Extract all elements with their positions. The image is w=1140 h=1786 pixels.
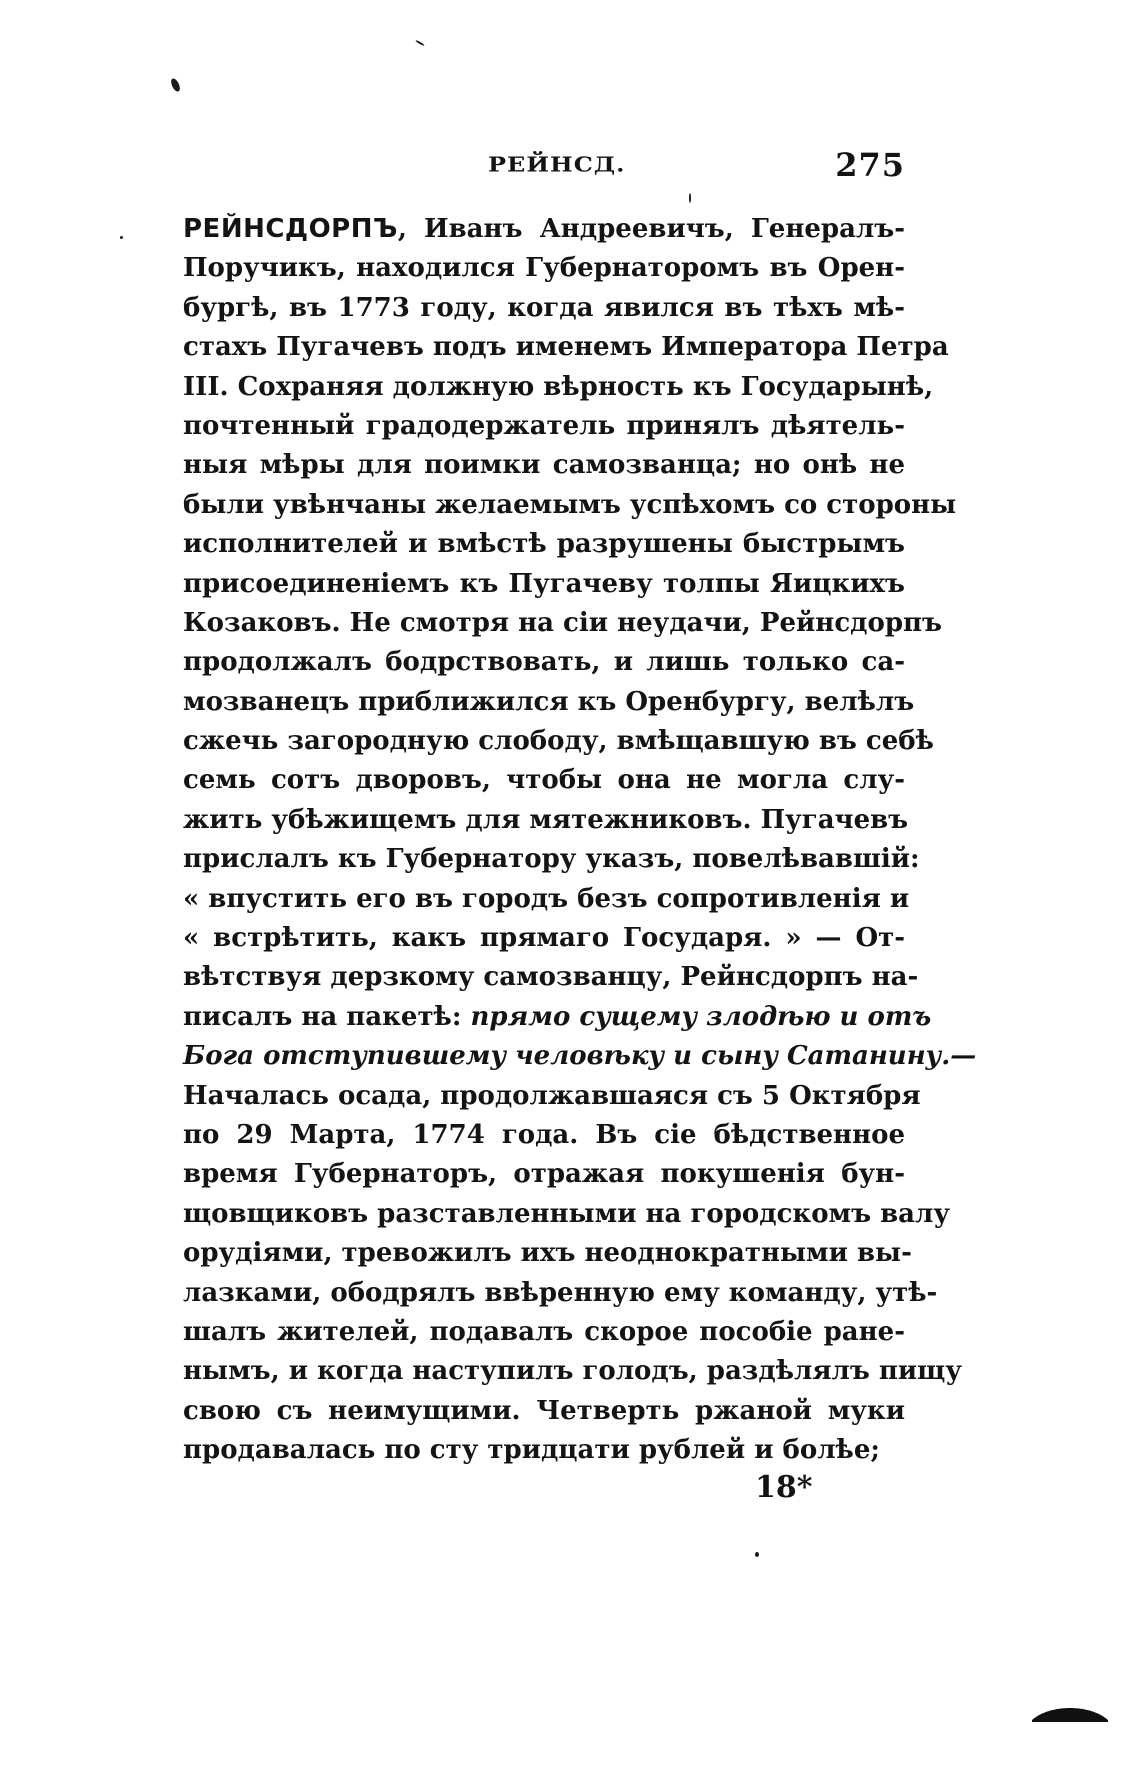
text-line: стахъ Пугачевъ подъ именемъ Императора Петра: [183, 332, 949, 363]
mixed-line-prefix: писалъ на пакетѣ:: [183, 1001, 471, 1032]
scan-speck: [415, 40, 425, 47]
text-line-mixed: [183, 998, 932, 1037]
text-line: семь сотъ дворовъ, чтобы она не могла слу-: [183, 765, 905, 796]
ornament-icon: [1030, 1700, 1110, 1724]
text-line: свою съ неимущими. Четверть ржаной муки: [183, 1395, 905, 1426]
text-line: лазками, ободрялъ ввѣренную ему команду, утѣ-: [183, 1277, 938, 1308]
text-line: были увѣнчаны желаемымъ успѣхомъ со стороны: [183, 489, 957, 520]
quoted-inscription-end: Бога отступившему человѣку и сыну Сатанину.—: [183, 1041, 977, 1072]
text-line: почтенный градодержатель принялъ дѣятель-: [183, 410, 905, 441]
text-line: исполнителей и вмѣстѣ разрушены быстрымъ: [183, 529, 905, 560]
text-line: по 29 Марта, 1774 года. Въ сiе бѣдственное: [183, 1119, 905, 1150]
text-line: присоединенiемъ къ Пугачеву толпы Яицкихъ: [183, 568, 905, 599]
text-line: ныя мѣры для поимки самозванца; но онѣ не: [183, 450, 905, 481]
text-line: Началась осада, продолжавшаяся съ 5 Октября: [183, 1080, 921, 1111]
text-line-last: продавалась по сту тридцати рублей и болѣе;: [183, 1435, 880, 1466]
article-text: [183, 210, 977, 1471]
scan-speck: [120, 236, 123, 239]
scan-speck: [169, 77, 181, 93]
text-line: щовщиковъ разставленными на городскомъ валу: [183, 1198, 950, 1229]
page-header: [185, 146, 905, 190]
text-line: жить убѣжищемъ для мятежниковъ. Пугачевъ: [183, 804, 909, 835]
running-head: РЕЙНСД.: [488, 152, 626, 177]
text-line: время Губернаторъ, отражая покушенiя бун-: [183, 1159, 905, 1190]
text-line: III. Сохраняя должную вѣрность къ Государынѣ,: [183, 371, 934, 402]
scan-speck: [689, 193, 691, 203]
text-line: сжечь загородную слободу, вмѣщавшую въ себѣ: [183, 726, 934, 757]
printer-signature-mark: 18*: [755, 1470, 813, 1505]
text-line: орудiями, тревожилъ ихъ неоднократными вы-: [183, 1238, 912, 1269]
text-line: бургѣ, въ 1773 году, когда явился въ тѣхъ мѣ-: [183, 292, 905, 323]
first-line-rest: , Иванъ Андреевичъ, Генералъ-: [397, 214, 905, 244]
text-line: шалъ жителей, подавалъ скорое пособiе ране-: [183, 1316, 905, 1347]
text-line: Козаковъ. Не смотря на сiи неудачи, Рейнсдорпъ: [183, 607, 942, 638]
scan-speck: [755, 1552, 759, 1557]
page-number: 275: [835, 146, 905, 184]
text-line: Поручикъ, находился Губернаторомъ въ Орен-: [183, 253, 905, 284]
text-line: мозванецъ приближился къ Оренбургу, велѣлъ: [183, 686, 915, 717]
text-line: « встрѣтить, какъ прямаго Государя. » — От-: [183, 923, 905, 954]
text-line: прислалъ къ Губернатору указъ, повелѣвавшiй:: [183, 844, 920, 875]
article-headword: РЕЙНСДОРПЪ: [183, 214, 398, 244]
quoted-inscription-start: прямо сущему злодѣю и отъ: [470, 1001, 932, 1032]
text-line: вѣтствуя дерзкому самозванцу, Рейнсдорпъ на-: [183, 962, 919, 993]
text-line: нымъ, и когда наступилъ голодъ, раздѣлялъ пищу: [183, 1356, 962, 1387]
text-line: « впустить его въ городъ безъ сопротивленiя и: [183, 883, 910, 914]
text-line-1: [183, 210, 905, 249]
text-line: продолжалъ бодрствовать, и лишь только са-: [183, 647, 905, 678]
